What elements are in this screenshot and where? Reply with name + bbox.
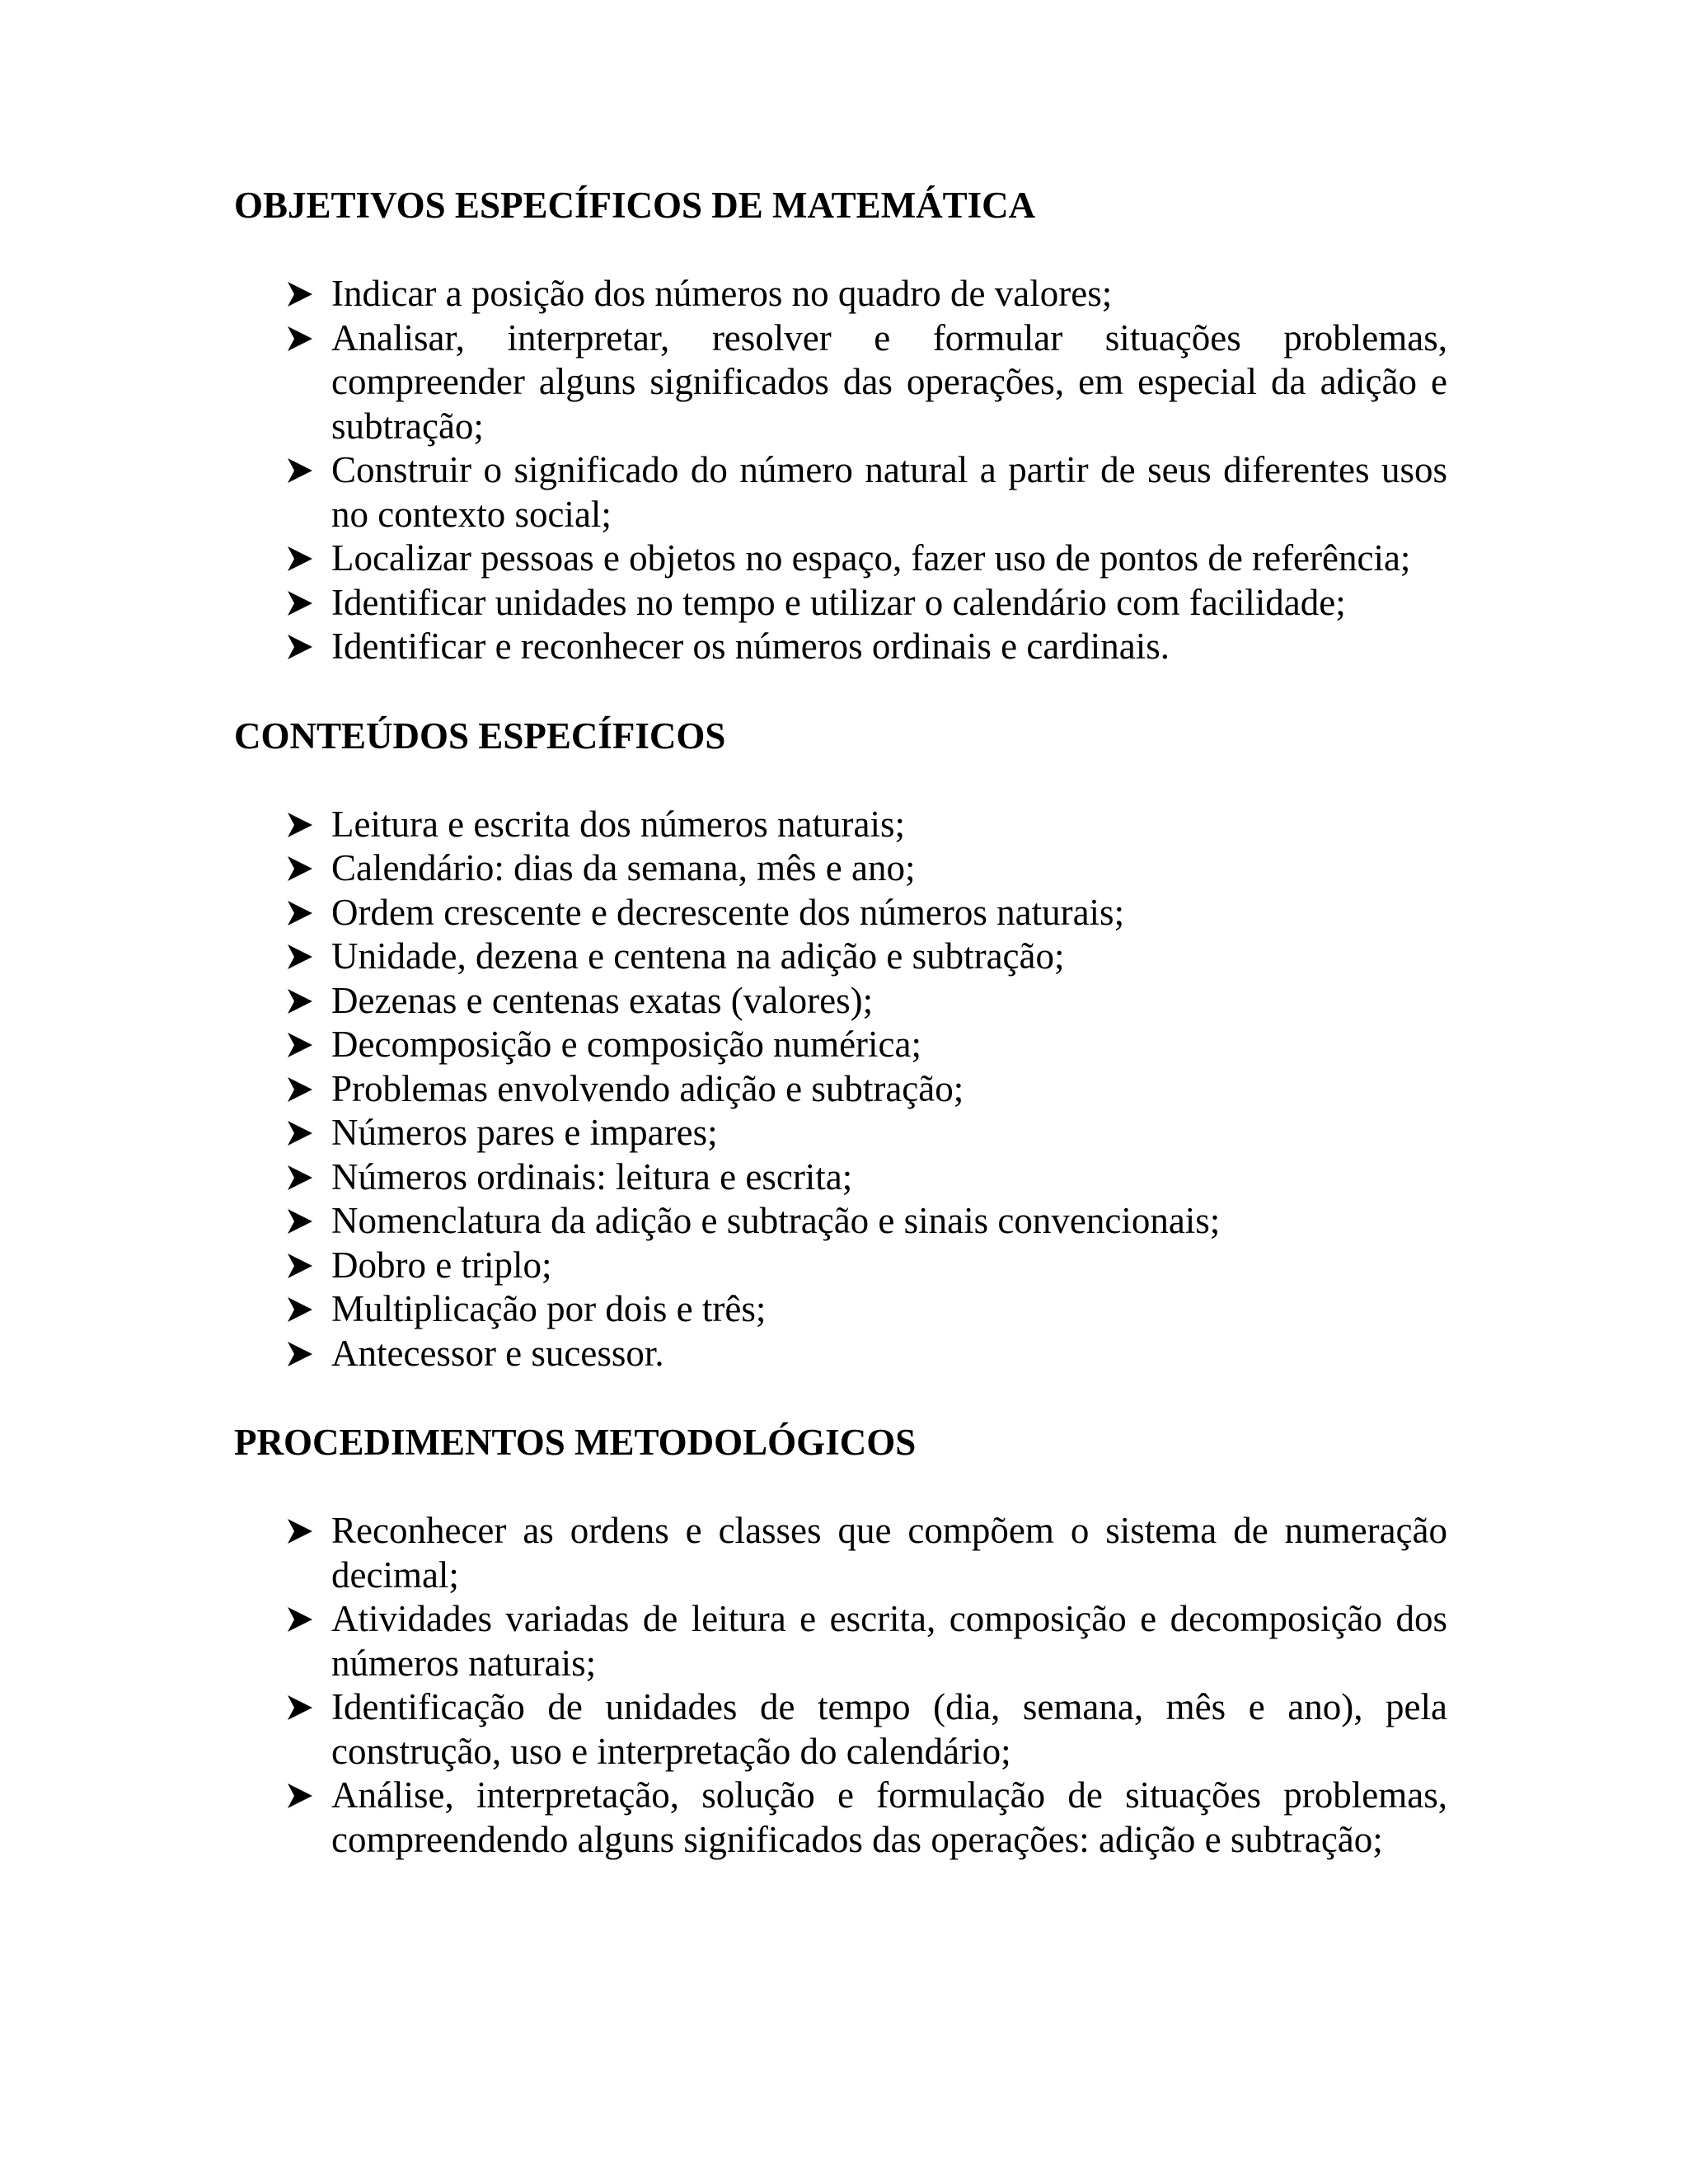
section-title: PROCEDIMENTOS METODOLÓGICOS bbox=[234, 1422, 917, 1463]
list-item bbox=[234, 1067, 1447, 1112]
arrowhead-bullet-icon bbox=[286, 1685, 319, 1730]
list-item bbox=[234, 1509, 1447, 1597]
list-item bbox=[234, 803, 1447, 847]
arrowhead-bullet-icon bbox=[286, 1332, 319, 1376]
list-item-text: Analisar, interpretar, resolver e formular situações problemas, compreender alguns significados das operações, em especial da adição e subtração; bbox=[331, 316, 1447, 447]
arrowhead-bullet-icon bbox=[286, 448, 319, 493]
list-item bbox=[234, 448, 1447, 537]
list-item-text: Números ordinais: leitura e escrita; bbox=[331, 1155, 853, 1197]
list-item-text: Ordem crescente e decrescente dos números naturais; bbox=[331, 891, 1125, 933]
list-item-text: Identificar e reconhecer os números ordinais e cardinais. bbox=[331, 626, 1170, 667]
list-item-text: Calendário: dias da semana, mês e ano; bbox=[331, 847, 916, 888]
list-item bbox=[234, 316, 1447, 449]
list-item-text: Problemas envolvendo adição e subtração; bbox=[331, 1067, 964, 1109]
list-item-text: Atividades variadas de leitura e escrita, composição e decomposição dos números naturais; bbox=[331, 1598, 1447, 1684]
section-title: OBJETIVOS ESPECÍFICOS DE MATEMÁTICA bbox=[234, 185, 1036, 226]
list-item bbox=[234, 1774, 1447, 1862]
arrowhead-bullet-icon bbox=[286, 846, 319, 891]
list-item bbox=[234, 1155, 1447, 1200]
objetivos-list bbox=[234, 272, 1447, 669]
list-item bbox=[234, 1111, 1447, 1155]
list-item bbox=[234, 1199, 1447, 1244]
list-item-text: Multiplicação por dois e três; bbox=[331, 1288, 767, 1329]
arrowhead-bullet-icon bbox=[286, 316, 319, 361]
list-item-text: Dezenas e centenas exatas (valores); bbox=[331, 979, 874, 1021]
list-item bbox=[234, 1332, 1447, 1376]
list-item bbox=[234, 625, 1447, 669]
list-item bbox=[234, 1685, 1447, 1774]
list-item-text: Leitura e escrita dos números naturais; bbox=[331, 803, 906, 845]
list-item bbox=[234, 581, 1447, 626]
list-item bbox=[234, 935, 1447, 979]
list-item bbox=[234, 1244, 1447, 1288]
arrowhead-bullet-icon bbox=[286, 1155, 319, 1200]
arrowhead-bullet-icon bbox=[286, 979, 319, 1024]
arrowhead-bullet-icon bbox=[286, 1023, 319, 1067]
list-item-text: Construir o significado do número natural a partir de seus diferentes usos no contexto social; bbox=[331, 449, 1447, 535]
list-item-text: Localizar pessoas e objetos no espaço, fazer uso de pontos de referência; bbox=[331, 537, 1411, 579]
arrowhead-bullet-icon bbox=[286, 1111, 319, 1155]
arrowhead-bullet-icon bbox=[286, 272, 319, 316]
arrowhead-bullet-icon bbox=[286, 1597, 319, 1642]
section-title: CONTEÚDOS ESPECÍFICOS bbox=[234, 715, 726, 757]
arrowhead-bullet-icon bbox=[286, 1067, 319, 1112]
list-item-text: Dobro e triplo; bbox=[331, 1244, 552, 1286]
arrowhead-bullet-icon bbox=[286, 935, 319, 979]
arrowhead-bullet-icon bbox=[286, 1774, 319, 1818]
list-item bbox=[234, 979, 1447, 1024]
list-item-text: Números pares e impares; bbox=[331, 1112, 718, 1153]
list-item-text: Unidade, dezena e centena na adição e subtração; bbox=[331, 935, 1065, 977]
section-objetivos bbox=[234, 183, 1447, 669]
list-item-text: Indicar a posição dos números no quadro de valores; bbox=[331, 273, 1113, 314]
list-item bbox=[234, 891, 1447, 935]
list-item bbox=[234, 1287, 1447, 1332]
list-item bbox=[234, 272, 1447, 316]
conteudos-list bbox=[234, 803, 1447, 1376]
arrowhead-bullet-icon bbox=[286, 581, 319, 626]
arrowhead-bullet-icon bbox=[286, 803, 319, 847]
arrowhead-bullet-icon bbox=[286, 625, 319, 669]
arrowhead-bullet-icon bbox=[286, 1509, 319, 1554]
list-item bbox=[234, 1597, 1447, 1685]
arrowhead-bullet-icon bbox=[286, 891, 319, 935]
list-item bbox=[234, 537, 1447, 581]
list-item-text: Decomposição e composição numérica; bbox=[331, 1024, 921, 1065]
list-item bbox=[234, 846, 1447, 891]
section-procedimentos bbox=[234, 1420, 1447, 1862]
list-item-text: Análise, interpretação, solução e formulação de situações problemas, compreendendo alguns significados das operações: adição e subtração; bbox=[331, 1774, 1447, 1860]
list-item-text: Reconhecer as ordens e classes que compõem o sistema de numeração decimal; bbox=[331, 1510, 1447, 1596]
arrowhead-bullet-icon bbox=[286, 1199, 319, 1244]
list-item bbox=[234, 1023, 1447, 1067]
arrowhead-bullet-icon bbox=[286, 1244, 319, 1288]
procedimentos-list bbox=[234, 1509, 1447, 1862]
arrowhead-bullet-icon bbox=[286, 1287, 319, 1332]
section-conteudos bbox=[234, 714, 1447, 1376]
document-page bbox=[234, 183, 1447, 1862]
list-item-text: Nomenclatura da adição e subtração e sinais convencionais; bbox=[331, 1200, 1221, 1241]
list-item-text: Identificar unidades no tempo e utilizar o calendário com facilidade; bbox=[331, 581, 1346, 623]
list-item-text: Identificação de unidades de tempo (dia, semana, mês e ano), pela construção, uso e interpretação do calendário; bbox=[331, 1686, 1447, 1772]
list-item-text: Antecessor e sucessor. bbox=[331, 1332, 664, 1374]
arrowhead-bullet-icon bbox=[286, 537, 319, 581]
